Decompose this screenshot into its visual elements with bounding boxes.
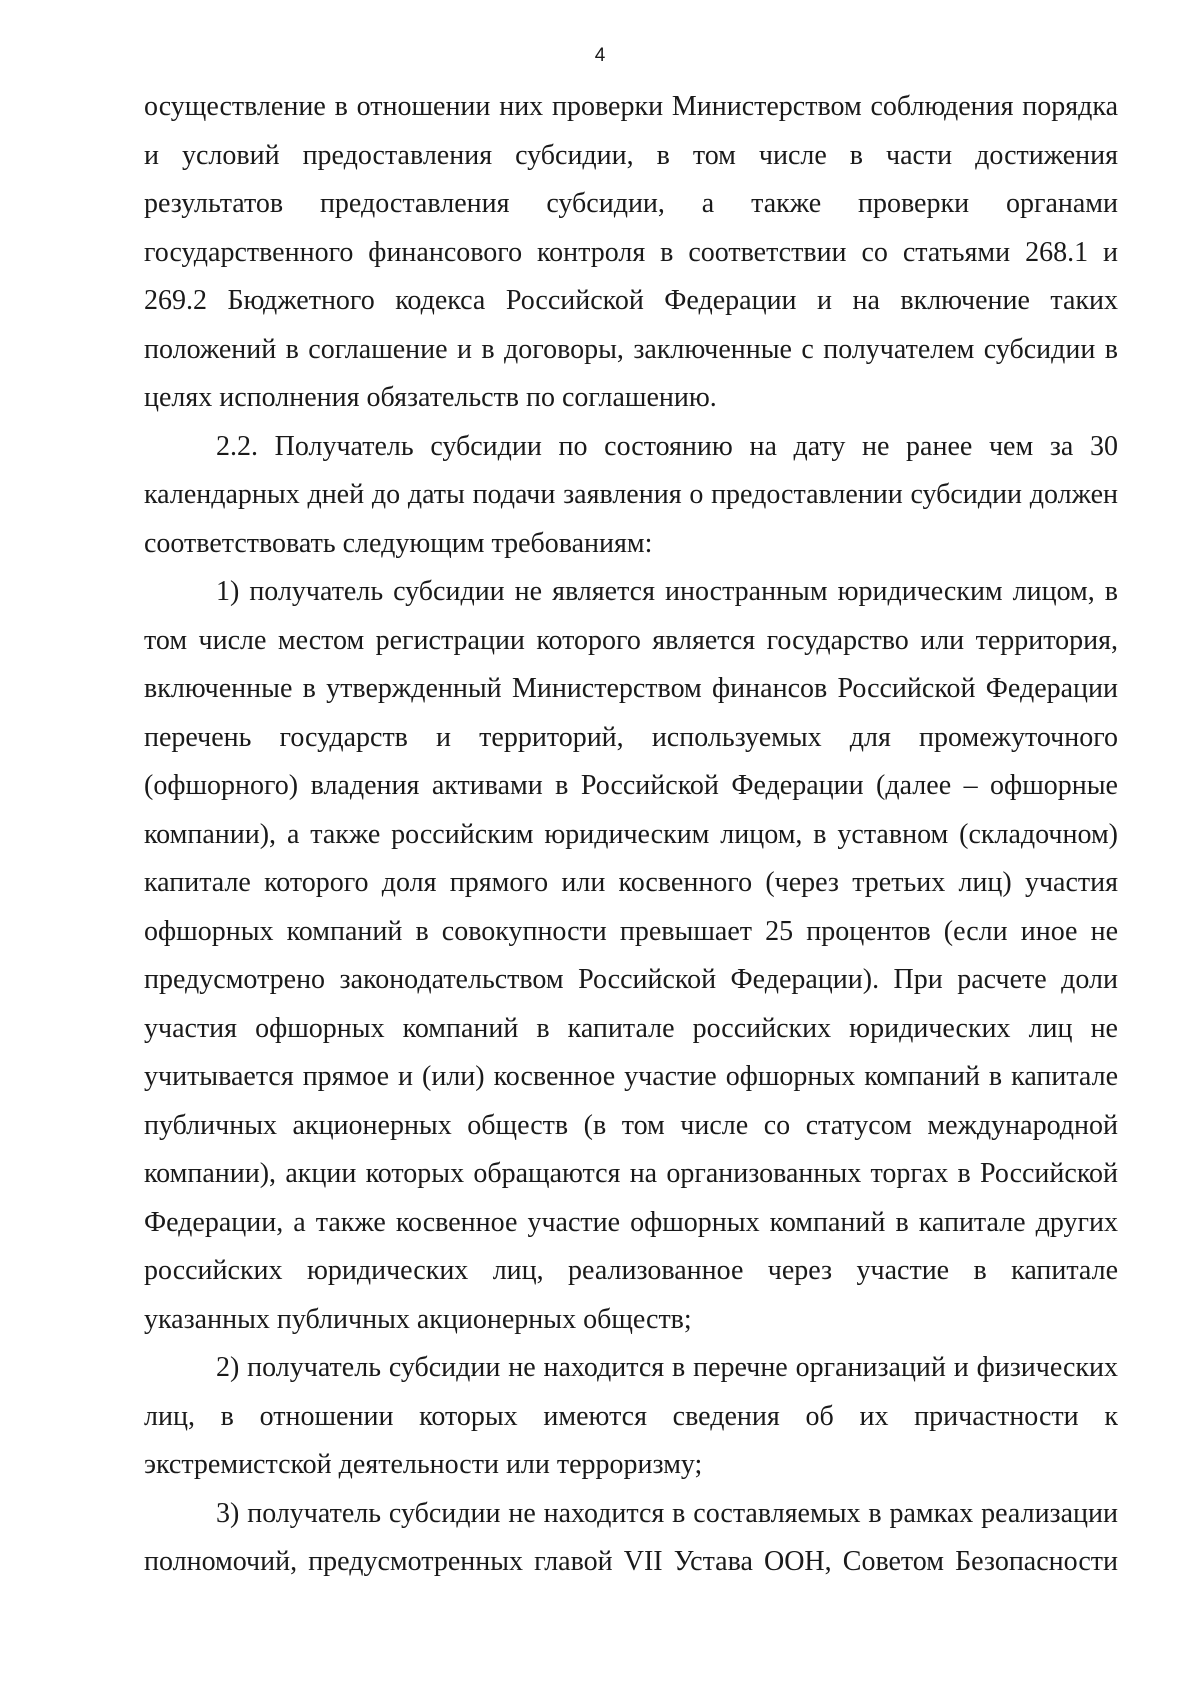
paragraph-continuation: осуществление в отношении них проверки Министерством соблюдения порядка и условий предоставления субсидии, в том числе в части достижения результатов предоставления субсидии, а также проверки органами государственного финансового контроля в соответствии со статьями 268.1 и 269.2 Бюджетного кодекса Российской Федерации и на включение таких положений в соглашение и в договоры, заключенные с получателем субсидии в целях исполнения обязательств по соглашению. bbox=[144, 91, 1118, 413]
paragraph-item-2: 2) получатель субсидии не находится в перечне организаций и физических лиц, в отношении которых имеются сведения об их причастности к экстремистской деятельности или терроризму; bbox=[144, 1352, 1118, 1480]
paragraph-item-3: 3) получатель субсидии не находится в составляемых в рамках реализации полномочий, предусмотренных главой VII Устава ООН, Советом Безопасности bbox=[144, 1497, 1118, 1577]
paragraph-2-2: 2.2. Получатель субсидии по состоянию на дату не ранее чем за 30 календарных дней до даты подачи заявления о предоставлении субсидии должен соответствовать следующим требованиям: bbox=[144, 430, 1118, 559]
page-number: 4 bbox=[594, 45, 606, 66]
document-body bbox=[144, 83, 1118, 1587]
paragraph-item-1: 1) получатель субсидии не является иностранным юридическим лицом, в том числе местом регистрации которого является государство или территория, включенные в утвержденный Министерством финансов Российской Федерации перечень государств и территорий, используемых для промежуточного (офшорного) владения активами в Российской Федерации (далее – офшорные компании), а также российским юридическим лицом, в уставном (складочном) капитале которого доля прямого или косвенного (через третьих лиц) участия офшорных компаний в совокупности превышает 25 процентов (если иное не предусмотрено законодательством Российской Федерации). При расчете доли участия офшорных компаний в капитале российских юридических лиц не учитывается прямое и (или) косвенное участие офшорных компаний в капитале публичных акционерных обществ (в том числе со статусом международной компании), акции которых обращаются на организованных торгах в Российской Федерации, а также косвенное участие офшорных компаний в капитале других российских юридических лиц, реализованное через участие в капитале указанных публичных акционерных обществ; bbox=[144, 576, 1118, 1335]
